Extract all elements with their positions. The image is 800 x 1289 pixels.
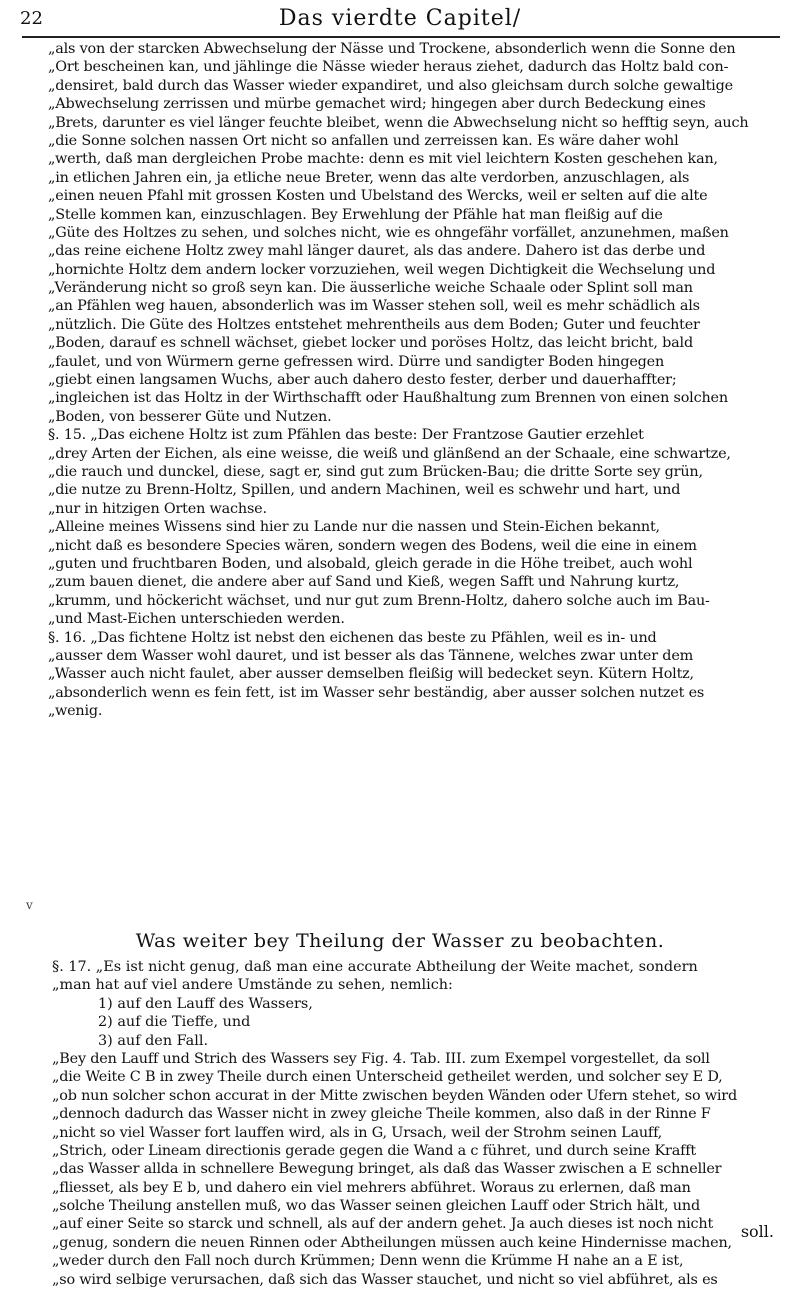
text-line: „und Mast-Eichen unterschieden werden. bbox=[48, 611, 345, 628]
text-line: „fliesset, als bey E b, und dahero ein viel mehrers abführet. Woraus zu erlernen, daß man bbox=[52, 1179, 691, 1196]
text-line: „Strich, oder Lineam directionis gerade gegen die Wand a c führet, und durch seine Krafft bbox=[52, 1142, 696, 1159]
text-line: „einen neuen Pfahl mit grossen Kosten und Ubelstand des Wercks, weil er selten auf die alte bbox=[48, 188, 708, 205]
text-line: „die Weite C B in zwey Theile durch einen Unterscheid getheilet werden, und solcher sey E D, bbox=[52, 1069, 723, 1086]
main-text-block bbox=[48, 40, 783, 720]
text-line: „Abwechselung zerrissen und mürbe gemachet wird; hingegen aber durch Bedeckung eines bbox=[48, 96, 706, 113]
text-line: §. 15. „Das eichene Holtz ist zum Pfählen das beste: Der Frantzose Gautier erzehlet bbox=[48, 427, 644, 444]
text-line: „densiret, bald durch das Wasser wieder expandiret, und also gleichsam durch solche gewaltige bbox=[48, 77, 733, 94]
text-line: „absonderlich wenn es fein fett, ist im Wasser sehr beständig, aber ausser solchen nutzet es bbox=[48, 684, 705, 701]
catchword: soll. bbox=[740, 1222, 774, 1241]
text-line: „drey Arten der Eichen, als eine weisse, die weiß und glänßend an der Schaale, eine schwartze, bbox=[48, 445, 731, 462]
text-line: „das Wasser allda in schnellere Bewegung bringet, als daß das Wasser zwischen a E schneller bbox=[52, 1161, 722, 1178]
list-item: 2) auf die Tieffe, und bbox=[98, 1014, 251, 1031]
text-line: „wenig. bbox=[48, 703, 103, 720]
list-item: 1) auf den Lauff des Wassers, bbox=[98, 995, 313, 1012]
section-heading: Was weiter bey Theilung der Wasser zu beobachten. bbox=[135, 930, 665, 952]
text-line: „Boden, darauf es schnell wächset, giebet locker und poröses Holtz, das leicht bricht, bald bbox=[48, 335, 693, 352]
margin-mark: v bbox=[26, 898, 33, 912]
text-line: „krumm, und höckericht wächset, und nur gut zum Brenn-Holtz, dahero solche auch im Bau- bbox=[48, 592, 710, 609]
text-line: „faulet, und von Würmern gerne gefressen wird. Dürre und sandigter Boden hingegen bbox=[48, 353, 665, 370]
text-line: „werth, daß man dergleichen Probe machte: denn es mit viel leichtern Kosten geschehen kan, bbox=[48, 151, 718, 168]
text-line: „ausser dem Wasser wohl dauret, und ist besser als das Tännene, welches zwar unter dem bbox=[48, 647, 694, 664]
text-line: „ingleichen ist das Holtz in der Wirthschafft oder Haußhaltung zum Brennen von einen solchen bbox=[48, 390, 728, 407]
text-line: „nicht so viel Wasser fort lauffen wird, als in G, Ursach, weil der Strohm seinen Lauff, bbox=[52, 1124, 663, 1141]
list-item: 3) auf den Fall. bbox=[98, 1032, 209, 1049]
text-line: „genug, sondern die neuen Rinnen oder Abtheilungen müssen auch keine Hindernisse machen, bbox=[52, 1234, 732, 1251]
text-line: „als von der starcken Abwechselung der Nässe und Trockene, absonderlich wenn die Sonne den bbox=[48, 41, 736, 57]
text-line: „Bey den Lauff und Strich des Wassers sey Fig. 4. Tab. III. zum Exempel vorgestellet, da soll bbox=[52, 1050, 710, 1067]
text-line: „die Sonne solchen nassen Ort nicht so anfallen und zerreissen kan. Es wäre daher wohl bbox=[48, 132, 679, 149]
text-line: „Alleine meines Wissens sind hier zu Lande nur die nassen und Stein-Eichen bekannt, bbox=[48, 519, 660, 536]
header-rule bbox=[22, 36, 780, 38]
text-line: „hornichte Holtz dem andern locker vorzuziehen, weil wegen Dichtigkeit die Wechselung und bbox=[48, 261, 716, 278]
text-line: „auf einer Seite so starck und schnell, als auf der andern gehet. Ja auch dieses ist noch nicht bbox=[52, 1216, 714, 1233]
text-line: „Stelle kommen kan, einzuschlagen. Bey Erwehlung der Pfähle hat man fleißig auf die bbox=[48, 206, 663, 223]
running-head: Das vierdte Capitel/ bbox=[278, 6, 522, 31]
text-line: „giebt einen langsamen Wuchs, aber auch dahero desto fester, derber und dauerhaffter; bbox=[48, 372, 677, 389]
text-line: „das reine eichene Holtz zwey mahl länger dauret, als das andere. Dahero ist das derbe und bbox=[48, 243, 706, 260]
text-line: „solche Theilung anstellen muß, wo das Wasser seinen gleichen Lauff oder Strich hält, und bbox=[52, 1198, 700, 1215]
text-line: „zum bauen dienet, die andere aber auf Sand und Kieß, wegen Safft und Nahrung kurtz, bbox=[48, 574, 680, 591]
text-line: „Ort bescheinen kan, und jählinge die Nässe wieder heraus ziehet, dadurch das Holtz bald con- bbox=[48, 59, 729, 76]
text-line: „nicht daß es besondere Species wären, sondern wegen des Bodens, weil die eine in einem bbox=[48, 537, 697, 554]
text-line: „Wasser auch nicht faulet, aber ausser demselben fleißig will bedecket seyn. Kütern Holtz, bbox=[48, 666, 694, 683]
page-number: 22 bbox=[20, 8, 43, 29]
text-line: „Boden, von besserer Güte und Nutzen. bbox=[48, 408, 332, 425]
text-line: „Güte des Holtzes zu sehen, und solches nicht, wie es ohngefähr vorfället, anzunehmen, maßen bbox=[48, 224, 729, 241]
text-line: „weder durch den Fall noch durch Krümmen; Denn wenn die Krümme H nahe an a E ist, bbox=[52, 1253, 684, 1270]
text-line: §. 16. „Das fichtene Holtz ist nebst den eichenen das beste zu Pfählen, weil es in- und bbox=[48, 629, 657, 646]
text-line: „ob nun solcher schon accurat in der Mitte zwischen beyden Wänden oder Ufern stehet, so wird bbox=[52, 1087, 737, 1104]
section-text-block bbox=[52, 958, 787, 1289]
text-line: „guten und fruchtbaren Boden, und alsobald, gleich gerade in die Höhe treibet, auch wohl bbox=[48, 555, 693, 572]
text-line: „nur in hitzigen Orten wachse. bbox=[48, 500, 267, 517]
text-line: „an Pfählen weg hauen, absonderlich was im Wasser stehen soll, weil es mehr schädlich als bbox=[48, 298, 700, 315]
text-line: „so wird selbige verursachen, daß sich das Wasser stauchet, und nicht so viel abführet, als es bbox=[52, 1271, 718, 1288]
text-line: „man hat auf viel andere Umstände zu sehen, nemlich: bbox=[52, 977, 453, 994]
text-line: „Veränderung nicht so groß seyn kan. Die äusserliche weiche Schaale oder Splint soll man bbox=[48, 280, 693, 297]
text-line: „die rauch und dunckel, diese, sagt er, sind gut zum Brücken-Bau; die dritte Sorte sey grün, bbox=[48, 463, 703, 480]
text-line: §. 17. „Es ist nicht genug, daß man eine accurate Abtheilung der Weite machet, sondern bbox=[52, 959, 698, 975]
text-line: „Brets, darunter es viel länger feuchte bleibet, wenn die Abwechselung nicht so hefftig seyn, auch bbox=[48, 114, 749, 131]
text-line: „die nutze zu Brenn-Holtz, Spillen, und andern Machinen, weil es schwehr und hart, und bbox=[48, 482, 681, 499]
text-line: „nützlich. Die Güte des Holtzes entstehet mehrentheils aus dem Boden; Guter und feuchter bbox=[48, 316, 700, 333]
text-line: „dennoch dadurch das Wasser nicht in zwey gleiche Theile kommen, also daß in der Rinne F bbox=[52, 1106, 711, 1123]
text-line: „in etlichen Jahren ein, ja etliche neue Breter, wenn das alte verdorben, anzuschlagen, als bbox=[48, 169, 690, 186]
